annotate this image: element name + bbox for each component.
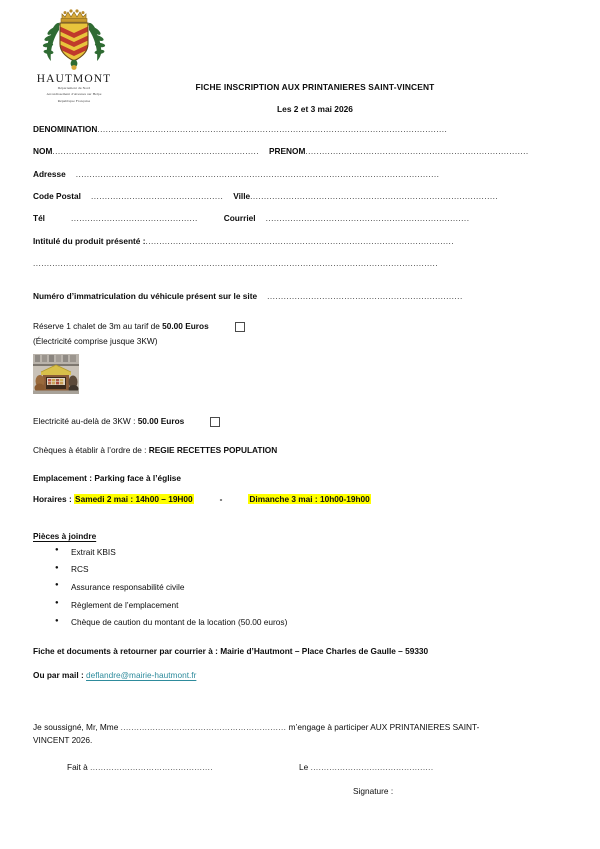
chalet-checkbox[interactable]: [235, 322, 245, 332]
option-chalet-row[interactable]: [33, 321, 567, 332]
engagement-leader: ..............................................................: [120, 722, 287, 732]
intitule-leader-line2: ...................................................................................................................................................: [33, 258, 439, 269]
logo-sub-line1: Département du Nord: [57, 86, 91, 91]
field-intitule-line2[interactable]: [33, 258, 567, 268]
courriel-label: Courriel: [223, 213, 256, 224]
field-intitule[interactable]: [33, 236, 567, 246]
ville-label: Ville: [233, 191, 251, 202]
immatriculation-leader: .......................................................................: [267, 290, 463, 301]
horaires-saturday: Samedi 2 mai : 14h00 – 19H00: [75, 494, 193, 505]
field-denomination[interactable]: [33, 124, 567, 134]
cheque-order-line: [33, 445, 567, 455]
form-content: [33, 124, 567, 796]
electricite-checkbox[interactable]: [210, 417, 220, 427]
chalet-photo: [33, 354, 79, 394]
return-by-email-line: [33, 670, 567, 680]
fait-label: Fait à: [67, 762, 91, 773]
field-codepostal-ville[interactable]: [33, 191, 567, 201]
ville-leader: ..........................................................................................: [250, 191, 499, 202]
list-item: ● RCS: [71, 565, 567, 574]
code-postal-label: Code Postal: [33, 191, 81, 202]
electricite-option-text: [33, 416, 184, 427]
fait-leader: ..............................................: [90, 763, 214, 773]
list-item: ● Règlement de l’emplacement: [71, 601, 567, 610]
email-label: Ou par mail :: [33, 670, 87, 681]
emplacement-value: Parking face à l’église: [94, 473, 182, 484]
page-subtitle: Les 2 et 3 mai 2026: [277, 104, 353, 114]
list-item: ● Extrait KBIS: [71, 548, 567, 557]
immatriculation-label: Numéro d’immatriculation du véhicule présent sur le site: [33, 290, 258, 301]
email-link[interactable]: deflandre@mairie-hautmont.fr: [86, 670, 197, 681]
intitule-label: Intitulé du produit présenté :: [33, 235, 146, 246]
engagement-block: [33, 721, 567, 746]
emplacement-line: [33, 473, 567, 483]
electricite-price: 50.00 Euros: [137, 415, 185, 426]
field-tel-courriel[interactable]: [33, 213, 567, 223]
option-electricite-row[interactable]: [33, 416, 567, 427]
denomination-leader: ...............................................................................................................................: [97, 124, 448, 134]
fait-le-line[interactable]: [33, 762, 567, 772]
emplacement-label: Emplacement :: [33, 473, 95, 484]
chalet-text-before: Réserve 1 chalet de 3m au tarif de: [33, 320, 163, 331]
document-header: [0, 0, 600, 118]
denomination-label: DENOMINATION: [33, 124, 98, 134]
electricite-text-before: Electricité au-delà de 3KW :: [33, 415, 138, 426]
nom-leader: ...........................................................................: [52, 146, 259, 157]
list-item: ● Chèque de caution du montant de la location (50.00 euros): [71, 618, 567, 627]
municipal-logo: [26, 6, 122, 104]
logo-sub-line3: République Française: [57, 98, 91, 103]
code-postal-leader: ................................................: [90, 191, 224, 202]
engagement-text-after: m’engage à participer AUX PRINTANIERES SAINT-: [286, 721, 480, 732]
tel-label: Tél: [33, 213, 45, 224]
horaires-sunday: Dimanche 3 mai : 10h00-19h00: [249, 494, 370, 505]
cheque-text: Chèques à établir à l’ordre de :: [33, 444, 149, 455]
return-mail-label: Fiche et documents à retourner par courrier à : Mairie d’Hautmont – Place Charles de Gaulle – 59330: [33, 645, 429, 656]
attachments-heading: Pièces à joindre: [33, 530, 97, 541]
adresse-leader: ....................................................................................................................................: [75, 168, 440, 179]
return-by-mail-line: [33, 646, 567, 656]
logo-org-name: HAUTMONT: [36, 73, 112, 85]
prenom-leader: .................................................................................: [305, 146, 529, 157]
logo-sub-line2: Arrondissement d'Avesnes sur Helpe: [46, 92, 102, 97]
page-title: FICHE INSCRIPTION AUX PRINTANIERES SAINT-VINCENT: [195, 82, 435, 92]
tel-leader: ..............................................: [71, 213, 198, 224]
list-item: ● Assurance responsabilité civile: [71, 583, 567, 592]
attachments-list: [33, 548, 567, 628]
chalet-option-text: [33, 321, 209, 332]
engagement-text-before: Je soussigné, Mr, Mme: [33, 721, 121, 732]
chalet-note: (Électricité comprise jusque 3KW): [33, 335, 158, 346]
prenom-label: PRENOM: [269, 146, 306, 157]
adresse-label: Adresse: [33, 168, 66, 179]
field-adresse[interactable]: [33, 169, 567, 179]
cheque-order-name: REGIE RECETTES POPULATION: [148, 444, 278, 455]
chalet-price: 50.00 Euros: [162, 320, 209, 331]
horaires-line: [33, 494, 567, 504]
courriel-leader: ..........................................................................: [265, 213, 470, 224]
intitule-leader: ................................................................................................................: [145, 235, 455, 246]
title-block: [150, 82, 480, 114]
horaires-label: Horaires :: [33, 494, 75, 505]
horaires-separator: -: [219, 494, 223, 505]
le-leader: ..............................................: [310, 763, 434, 773]
engagement-line2: VINCENT 2026.: [33, 734, 93, 745]
field-immatriculation[interactable]: [33, 291, 567, 301]
field-nom-prenom[interactable]: [33, 146, 567, 156]
signature-label: Signature :: [353, 786, 394, 797]
nom-label: NOM: [33, 146, 53, 157]
coat-of-arms-icon: [32, 6, 116, 72]
le-label: Le: [299, 762, 311, 773]
